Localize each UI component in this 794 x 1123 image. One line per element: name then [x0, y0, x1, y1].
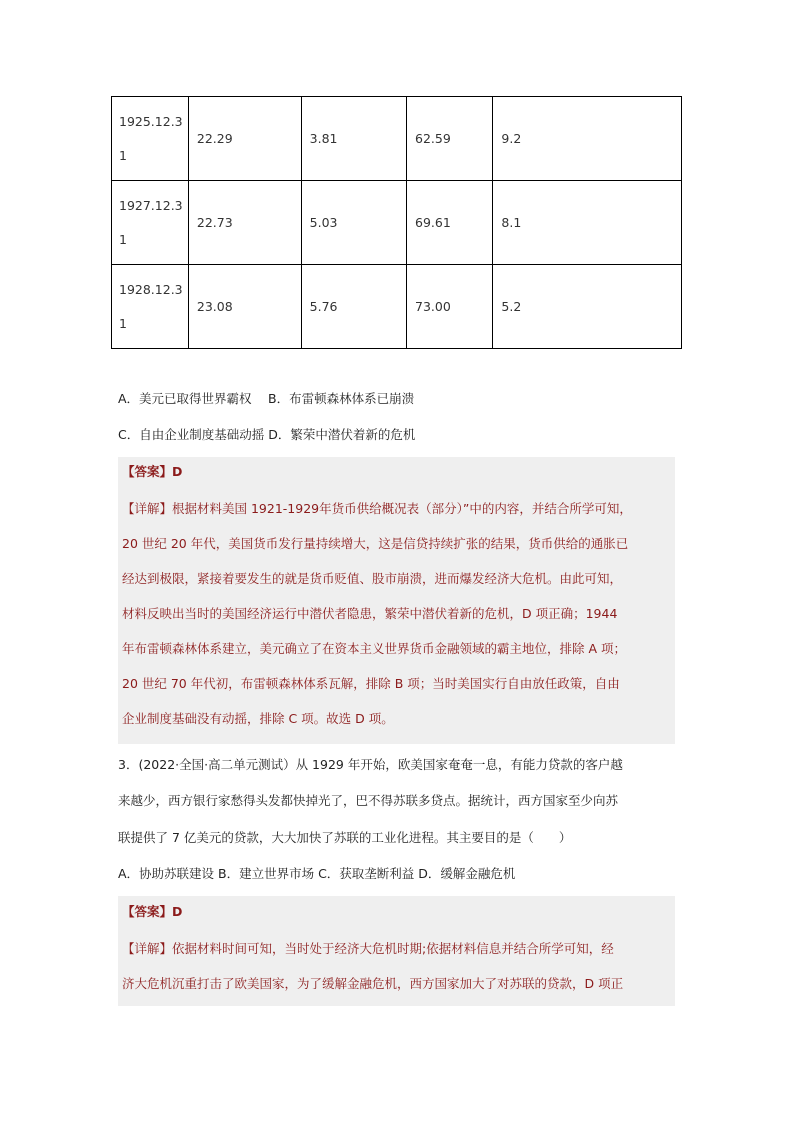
table-cell: 8.1 — [493, 181, 682, 265]
table-cell-date: 1927.12.3 1 — [112, 181, 189, 265]
money-supply-table — [111, 96, 682, 349]
table-cell: 9.2 — [493, 97, 682, 181]
q2-options-line-1: A．美元已取得世界霸权 B．布雷顿森林体系已崩溃 — [118, 391, 415, 406]
q3-answer-box — [118, 896, 675, 1006]
table-cell: 73.00 — [407, 265, 493, 349]
q3-explain-line: 济大危机沉重打击了欧美国家，为了缓解金融危机，西方国家加大了对苏联的贷款，D 项正 — [122, 976, 624, 991]
q2-explain-line: 经达到极限，紧接着要发生的就是货币贬值、股市崩溃，进而爆发经济大危机。由此可知， — [122, 571, 623, 586]
q3-stem-line: 3．(2022·全国·高二单元测试）从 1929 年开始，欧美国家奄奄一息，有能力贷款的客户越 — [118, 757, 623, 772]
table-row — [112, 181, 682, 265]
q2-explain-line: 20 世纪 20 年代，美国货币发行量持续增大，这是信贷持续扩张的结果，货币供给的通胀已 — [122, 536, 629, 551]
q2-explain-line: 企业制度基础没有动摇，排除 C 项。故选 D 项。 — [122, 711, 394, 726]
q2-answer: 【答案】D — [122, 464, 183, 479]
q3-explain-line: 【详解】依据材料时间可知，当时处于经济大危机时期;依据材料信息并结合所学可知，经 — [122, 941, 614, 956]
table-cell: 22.29 — [188, 97, 301, 181]
table-cell: 5.03 — [301, 181, 406, 265]
q2-explain-line: 20 世纪 70 年代初，布雷顿森林体系瓦解，排除 B 项；当时美国实行自由放任政策，自由 — [122, 676, 620, 691]
table-cell: 62.59 — [407, 97, 493, 181]
table-cell: 5.76 — [301, 265, 406, 349]
table-row — [112, 265, 682, 349]
q2-explain-line: 【详解】根据材料美国 1921-1929年货币供给概况表（部分）”中的内容，并结合所学可知， — [122, 501, 632, 516]
table-cell-date: 1928.12.3 1 — [112, 265, 189, 349]
table-cell: 69.61 — [407, 181, 493, 265]
table-cell: 23.08 — [188, 265, 301, 349]
q3-stem-line: 联提供了 7 亿美元的贷款，大大加快了苏联的工业化进程。其主要目的是（ ） — [118, 830, 572, 845]
q2-explain-line: 材料反映出当时的美国经济运行中潜伏者隐患，繁荣中潜伏着新的危机，D 项正确；1944 — [122, 606, 618, 621]
table-cell: 22.73 — [188, 181, 301, 265]
table-cell: 5.2 — [493, 265, 682, 349]
q2-explain-line: 年布雷顿森林体系建立，美元确立了在资本主义世界货币金融领域的霸主地位，排除 A 项； — [122, 641, 626, 656]
table-cell: 3.81 — [301, 97, 406, 181]
q3-answer: 【答案】D — [122, 904, 183, 919]
q3-options: A．协助苏联建设 B．建立世界市场 C．获取垄断利益 D．缓解金融危机 — [118, 866, 516, 881]
table-row — [112, 97, 682, 181]
q2-answer-box — [118, 457, 675, 744]
q2-options-line-2: C．自由企业制度基础动摇 D．繁荣中潜伏着新的危机 — [118, 427, 416, 442]
q3-stem-line: 来越少，西方银行家愁得头发都快掉光了，巴不得苏联多贷点。据统计，西方国家至少向苏 — [118, 793, 619, 808]
table-cell-date: 1925.12.3 1 — [112, 97, 189, 181]
